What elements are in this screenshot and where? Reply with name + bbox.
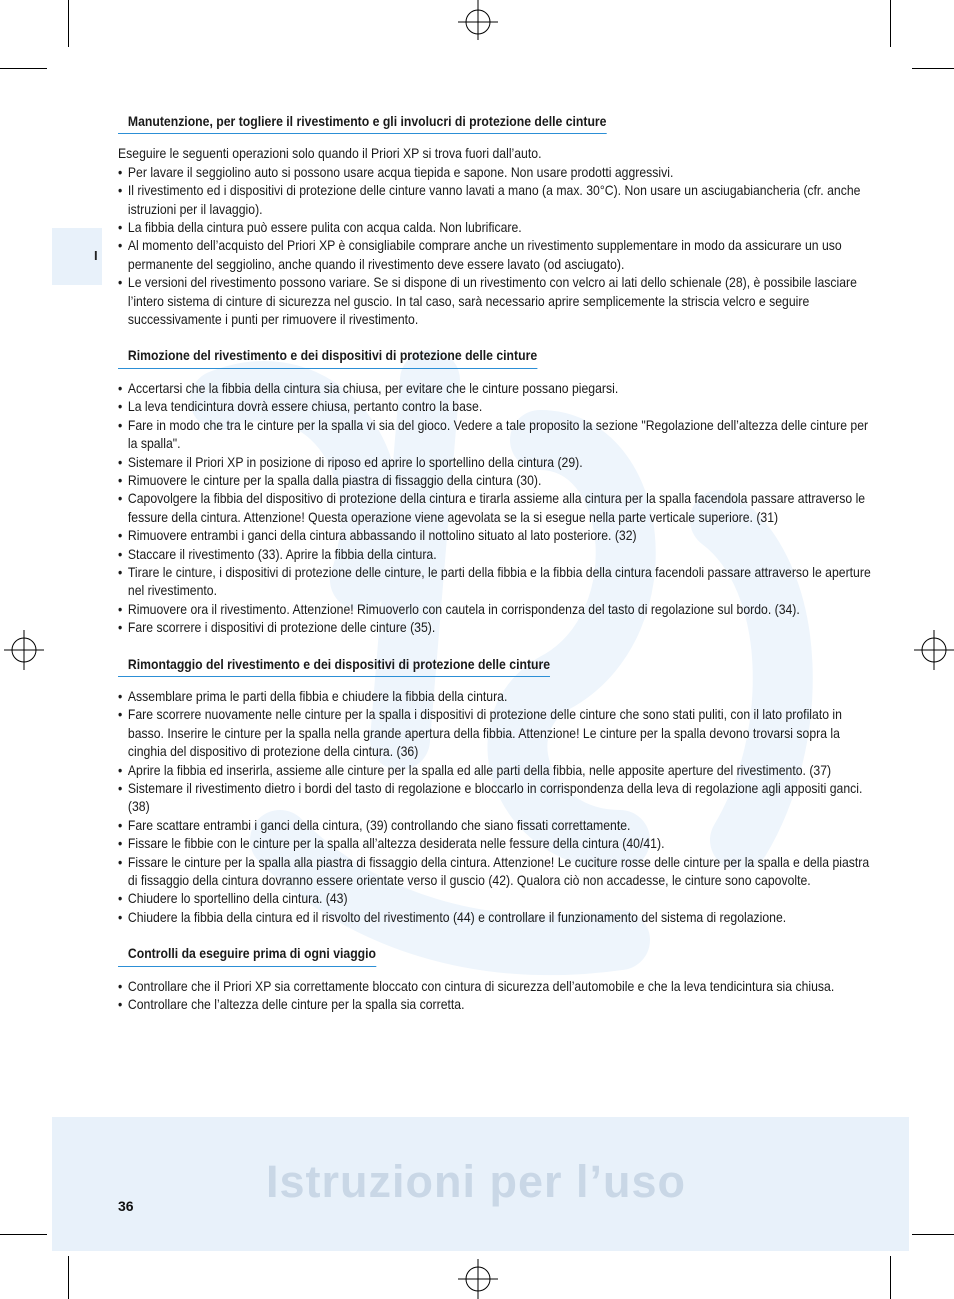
section (118, 656, 876, 928)
crop-mark (0, 68, 47, 69)
list-item: • Chiudere la fibbia della cintura ed il risvolto del rivestimento (44) e controllare il funzionamento del sistema di regolazione. (118, 909, 876, 927)
list-item: • Accertarsi che la fibbia della cintura sia chiusa, per evitare che le cinture possano piegarsi. (118, 380, 876, 398)
list-item: • Tirare le cinture, i dispositivi di protezione delle cinture, le parti della fibbia e la fibbia della cintura facendoli passare attraverso le aperture nel rivestimento. (118, 564, 876, 601)
list-item: • Rimuovere le cinture per la spalla dalla piastra di fissaggio della cintura (30). (118, 472, 876, 490)
list-item: • Rimuovere entrambi i ganci della cintura abbassando il nottolino situato al lato posteriore. (32) (118, 527, 876, 545)
registration-mark-icon (458, 1259, 498, 1299)
list-item: • Sistemare il Priori XP in posizione di riposo ed aprire lo sportellino della cintura (29). (118, 454, 876, 472)
crop-mark (912, 1234, 954, 1235)
list-item: • Chiudere lo sportellino della cintura. (43) (118, 890, 876, 908)
crop-mark (68, 1256, 69, 1299)
registration-mark-icon (458, 0, 498, 40)
list-item: • La leva tendicintura dovrà essere chiusa, pertanto contro la base. (118, 398, 876, 416)
crop-mark (890, 1256, 891, 1299)
section-intro: Eseguire le seguenti operazioni solo quando il Priori XP si trova fuori dall’auto. (118, 146, 542, 162)
section-heading: Rimontaggio del rivestimento e dei dispositivi di protezione delle cinture (118, 656, 550, 677)
section (118, 945, 876, 1014)
list-item: • Fissare le fibbie con le cinture per la spalla all’altezza desiderata nelle fessure della cintura (40/41). (118, 835, 876, 853)
list-item: • La fibbia della cintura può essere pulita con acqua calda. Non lubrificare. (118, 219, 876, 237)
list-item: • Fare scattare entrambi i ganci della cintura, (39) controllando che siano fissati correttamente. (118, 817, 876, 835)
language-tab (52, 228, 102, 285)
crop-mark (912, 68, 954, 69)
bullet-list (118, 164, 876, 330)
crop-mark (0, 1234, 47, 1235)
list-item: • Controllare che l’altezza delle cinture per la spalla sia corretta. (118, 996, 876, 1014)
list-item: • Controllare che il Priori XP sia correttamente bloccato con cintura di sicurezza dell’automobile e che la leva tendicintura sia chiusa. (118, 978, 876, 996)
document-body (118, 113, 876, 1014)
list-item: • Fissare le cinture per la spalla alla piastra di fissaggio della cintura. Attenzione! Le cuciture rosse delle cinture per la spalla e della piastra di fissaggio della cintura dovranno essere orientate verso il guscio (42). Qualora ciò non accadesse, le cinture sono capovolte. (118, 854, 876, 891)
section-heading: Manutenzione, per togliere il rivestimento e gli involucri di protezione delle cinture (118, 113, 606, 134)
list-item: • Fare scorrere i dispositivi di protezione delle cinture (35). (118, 619, 876, 637)
section-heading: Rimozione del rivestimento e dei dispositivi di protezione delle cinture (118, 347, 537, 368)
bullet-list (118, 688, 876, 927)
crop-mark (68, 0, 69, 47)
crop-mark (890, 0, 891, 47)
list-item: • Rimuovere ora il rivestimento. Attenzione! Rimuoverlo con cautela in corrispondenza del tasto di regolazione sul bordo. (34). (118, 601, 876, 619)
list-item: • Aprire la fibbia ed inserirla, assieme alle cinture per la spalla ed alle parti della fibbia, nelle apposite aperture del rivestimento. (37) (118, 762, 876, 780)
list-item: • Fare in modo che tra le cinture per la spalla vi sia del gioco. Vedere a tale proposito la sezione "Regolazione dell’altezza delle cinture per la spalla". (118, 417, 876, 454)
section-heading: Controlli da eseguire prima di ogni viaggio (118, 945, 376, 966)
bullet-list (118, 380, 876, 638)
list-item: • Al momento dell’acquisto del Priori XP è consigliabile comprare anche un rivestimento supplementare in modo da assicurare un uso permanente del seggiolino, anche quando il rivestimento deve essere lavato (od asciugato). (118, 237, 876, 274)
list-item: • Le versioni del rivestimento possono variare. Se si dispone di un rivestimento con velcro ai lati dello schienale (28), è possibile lasciare l’intero sistema di cinture di sicurezza nel guscio. In tal caso, sarà necessario aprire semplicemente la striscia velcro e seguire successivamente i punti per rimuovere il rivestimento. (118, 274, 876, 329)
registration-mark-icon (4, 630, 44, 670)
section (118, 347, 876, 637)
list-item: • Assemblare prima le parti della fibbia e chiudere la fibbia della cintura. (118, 688, 876, 706)
bullet-list (118, 978, 876, 1015)
list-item: • Sistemare il rivestimento dietro i bordi del tasto di regolazione e bloccarlo in corrispondenza della leva di regolazione agli appositi ganci. (38) (118, 780, 876, 817)
registration-mark-icon (914, 630, 954, 670)
language-tab-letter: I (94, 248, 98, 263)
list-item: • Fare scorrere nuovamente nelle cinture per la spalla i dispositivi di protezione delle cinture che sono stati puliti, con il lato profilato in basso. Inserire le cinture per la spalla nella grande apertura della fibbia. Attenzione! Le cinture per la spalla devono trovarsi sopra la cinghia del dispositivo di protezione della cintura. (36) (118, 706, 876, 761)
section (118, 113, 876, 329)
list-item: • Capovolgere la fibbia del dispositivo di protezione della cintura e tirarla assieme alla cintura per la spalla facendola passare attraverso le fessure della cintura. Attenzione! Questa operazione viene agevolata se la si esegue nella parte verticale superiore. (31) (118, 490, 876, 527)
list-item: • Per lavare il seggiolino auto si possono usare acqua tiepida e sapone. Non usare prodotti aggressivi. (118, 164, 876, 182)
list-item: • Staccare il rivestimento (33). Aprire la fibbia della cintura. (118, 546, 876, 564)
footer-title: Istruzioni per l’uso (266, 1156, 687, 1207)
page-number: 36 (118, 1198, 134, 1214)
list-item: • Il rivestimento ed i dispositivi di protezione delle cinture vanno lavati a mano (a max. 30°C). Non usare un asciugabiancheria (cfr. anche istruzioni per il lavaggio). (118, 182, 876, 219)
